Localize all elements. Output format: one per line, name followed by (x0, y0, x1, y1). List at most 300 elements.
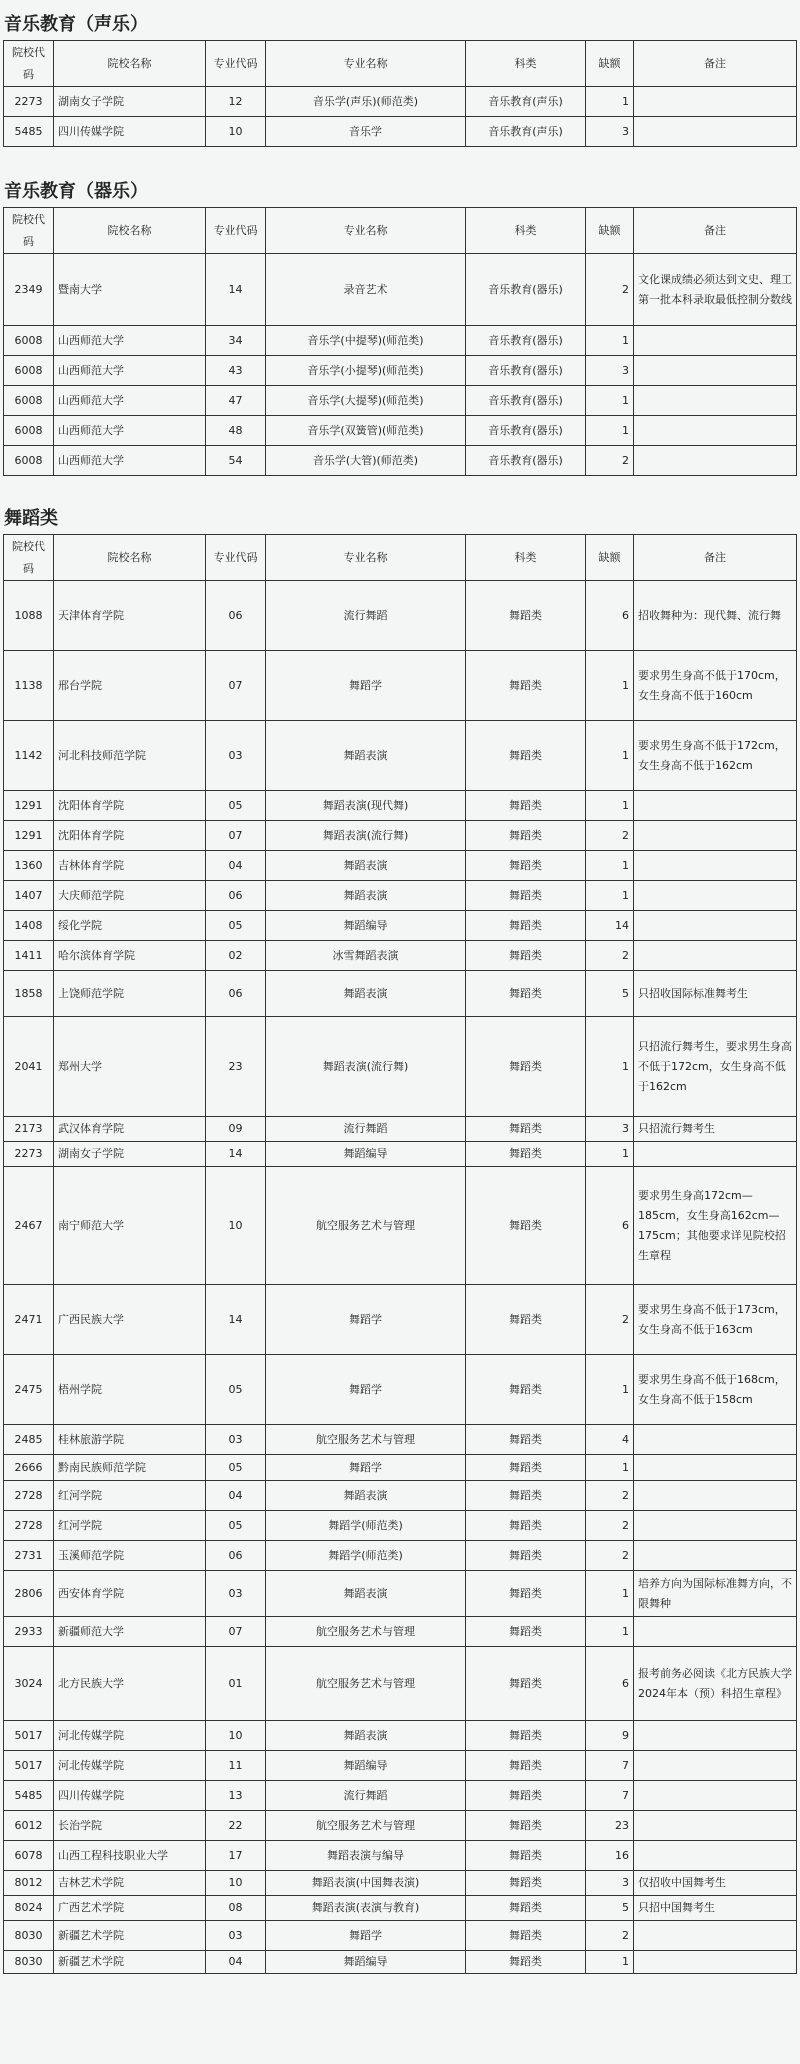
table-cell: 舞蹈学 (266, 1355, 466, 1425)
table-cell: 1 (586, 1951, 634, 1974)
table-row (4, 1571, 797, 1617)
table-cell: 34 (206, 326, 266, 356)
table-cell (634, 791, 797, 821)
table-cell: 6008 (4, 326, 54, 356)
table-cell (634, 851, 797, 881)
table-cell: 06 (206, 1541, 266, 1571)
table-cell: 07 (206, 1617, 266, 1647)
table-row (4, 821, 797, 851)
table-cell: 郑州大学 (54, 1017, 206, 1117)
table-row (4, 721, 797, 791)
table-cell: 05 (206, 791, 266, 821)
table-row (4, 851, 797, 881)
table-cell: 2475 (4, 1355, 54, 1425)
table-cell: 舞蹈类 (466, 1285, 586, 1355)
table-cell: 3 (586, 117, 634, 147)
table-cell: 航空服务艺术与管理 (266, 1167, 466, 1285)
table-cell: 舞蹈类 (466, 1017, 586, 1117)
table-cell: 5485 (4, 1781, 54, 1811)
table-cell: 要求男生身高不低于168cm，女生身高不低于158cm (634, 1355, 797, 1425)
table-cell: 舞蹈表演(流行舞) (266, 1017, 466, 1117)
table-cell: 54 (206, 446, 266, 476)
table-cell: 1360 (4, 851, 54, 881)
table-cell: 2273 (4, 1142, 54, 1167)
column-header: 科类 (466, 41, 586, 87)
table-cell: 舞蹈表演 (266, 851, 466, 881)
table-cell: 03 (206, 1571, 266, 1617)
table-cell: 山西师范大学 (54, 416, 206, 446)
table-cell: 舞蹈类 (466, 911, 586, 941)
table-cell: 5 (586, 1896, 634, 1921)
table-row (4, 446, 797, 476)
table-cell: 2471 (4, 1285, 54, 1355)
section-2 (0, 177, 800, 476)
table-row (4, 581, 797, 651)
table-cell: 梧州学院 (54, 1355, 206, 1425)
table-cell: 黔南民族师范学院 (54, 1455, 206, 1481)
table-cell: 音乐学(小提琴)(师范类) (266, 356, 466, 386)
table-cell: 2806 (4, 1571, 54, 1617)
table-cell: 音乐教育(器乐) (466, 446, 586, 476)
table-cell: 2 (586, 446, 634, 476)
table-cell: 冰雪舞蹈表演 (266, 941, 466, 971)
table-cell (634, 1455, 797, 1481)
table-cell: 长治学院 (54, 1811, 206, 1841)
table-cell: 新疆艺术学院 (54, 1951, 206, 1974)
table-cell: 音乐教育(器乐) (466, 254, 586, 326)
table-cell (634, 1951, 797, 1974)
table-cell: 舞蹈类 (466, 1921, 586, 1951)
admission-table (3, 40, 797, 147)
table-cell (634, 821, 797, 851)
table-cell: 12 (206, 87, 266, 117)
table-cell: 6 (586, 1167, 634, 1285)
table-cell: 仅招收中国舞考生 (634, 1871, 797, 1896)
table-row (4, 1896, 797, 1921)
table-cell: 48 (206, 416, 266, 446)
table-cell: 2 (586, 941, 634, 971)
table-cell: 1408 (4, 911, 54, 941)
table-cell (634, 87, 797, 117)
column-header: 专业名称 (266, 535, 466, 581)
table-cell: 河北传媒学院 (54, 1751, 206, 1781)
table-cell (634, 1841, 797, 1871)
table-cell: 07 (206, 651, 266, 721)
table-cell: 2041 (4, 1017, 54, 1117)
table-cell: 要求男生身高不低于170cm，女生身高不低于160cm (634, 651, 797, 721)
table-cell (634, 326, 797, 356)
table-row (4, 1647, 797, 1721)
table-row (4, 1721, 797, 1751)
table-row (4, 1355, 797, 1425)
table-row (4, 117, 797, 147)
column-header: 院校代码 (4, 535, 54, 581)
table-cell: 6 (586, 1647, 634, 1721)
table-cell: 1 (586, 386, 634, 416)
table-cell: 山西师范大学 (54, 386, 206, 416)
table-cell: 舞蹈类 (466, 1481, 586, 1511)
table-cell: 报考前务必阅读《北方民族大学2024年本（预）科招生章程》 (634, 1647, 797, 1721)
column-header: 专业代码 (206, 208, 266, 254)
table-cell (634, 941, 797, 971)
table-cell: 舞蹈类 (466, 1425, 586, 1455)
table-cell: 5485 (4, 117, 54, 147)
table-cell: 舞蹈编导 (266, 1751, 466, 1781)
table-cell: 文化课成绩必须达到文史、理工第一批本科录取最低控制分数线 (634, 254, 797, 326)
table-cell: 舞蹈类 (466, 1617, 586, 1647)
column-header: 备注 (634, 535, 797, 581)
column-header: 院校代码 (4, 41, 54, 87)
table-cell: 8024 (4, 1896, 54, 1921)
table-cell: 航空服务艺术与管理 (266, 1811, 466, 1841)
table-cell: 01 (206, 1647, 266, 1721)
table-cell: 吉林体育学院 (54, 851, 206, 881)
table-cell: 航空服务艺术与管理 (266, 1647, 466, 1721)
column-header: 专业代码 (206, 41, 266, 87)
table-cell: 大庆师范学院 (54, 881, 206, 911)
section-title: 音乐教育（声乐） (4, 14, 148, 35)
table-cell: 16 (586, 1841, 634, 1871)
table-cell: 邢台学院 (54, 651, 206, 721)
table-cell: 1 (586, 326, 634, 356)
table-cell: 只招流行舞考生 (634, 1117, 797, 1142)
table-cell: 音乐学(大管)(师范类) (266, 446, 466, 476)
table-cell: 音乐教育(器乐) (466, 356, 586, 386)
column-header: 缺额 (586, 208, 634, 254)
table-cell: 1138 (4, 651, 54, 721)
table-cell: 桂林旅游学院 (54, 1425, 206, 1455)
table-row (4, 651, 797, 721)
table-cell: 舞蹈表演 (266, 721, 466, 791)
table-cell: 2728 (4, 1481, 54, 1511)
table-row (4, 254, 797, 326)
table-cell: 23 (586, 1811, 634, 1841)
table-cell: 6 (586, 581, 634, 651)
table-cell: 2349 (4, 254, 54, 326)
table-cell: 音乐学(中提琴)(师范类) (266, 326, 466, 356)
table-cell: 舞蹈类 (466, 1871, 586, 1896)
table-cell: 航空服务艺术与管理 (266, 1617, 466, 1647)
table-cell: 舞蹈类 (466, 581, 586, 651)
table-cell: 四川传媒学院 (54, 117, 206, 147)
table-cell: 流行舞蹈 (266, 1117, 466, 1142)
column-header: 院校名称 (54, 41, 206, 87)
table-cell: 绥化学院 (54, 911, 206, 941)
table-cell: 舞蹈类 (466, 1571, 586, 1617)
table-cell: 06 (206, 881, 266, 911)
table-row (4, 1481, 797, 1511)
table-cell: 2731 (4, 1541, 54, 1571)
table-row (4, 1285, 797, 1355)
table-cell: 舞蹈表演 (266, 971, 466, 1017)
table-cell: 舞蹈类 (466, 1896, 586, 1921)
table-cell: 湖南女子学院 (54, 1142, 206, 1167)
table-cell: 音乐教育(器乐) (466, 416, 586, 446)
table-cell: 舞蹈学 (266, 1921, 466, 1951)
table-cell: 舞蹈表演(中国舞表演) (266, 1871, 466, 1896)
table-cell (634, 356, 797, 386)
table-row (4, 1841, 797, 1871)
table-cell: 音乐教育(器乐) (466, 386, 586, 416)
table-cell: 10 (206, 1167, 266, 1285)
table-cell: 舞蹈编导 (266, 911, 466, 941)
table-row (4, 1871, 797, 1896)
table-cell: 1142 (4, 721, 54, 791)
table-cell (634, 386, 797, 416)
table-cell: 广西艺术学院 (54, 1896, 206, 1921)
table-cell: 9 (586, 1721, 634, 1751)
table-cell: 南宁师范大学 (54, 1167, 206, 1285)
table-cell: 1 (586, 721, 634, 791)
table-cell (634, 416, 797, 446)
table-row (4, 881, 797, 911)
table-row (4, 1455, 797, 1481)
table-cell: 舞蹈类 (466, 1951, 586, 1974)
table-cell: 2 (586, 254, 634, 326)
table-cell: 6008 (4, 386, 54, 416)
table-cell: 43 (206, 356, 266, 386)
table-cell: 6012 (4, 1811, 54, 1841)
table-cell: 山西师范大学 (54, 326, 206, 356)
table-cell: 05 (206, 1511, 266, 1541)
table-cell: 舞蹈类 (466, 1721, 586, 1751)
table-cell: 音乐学(大提琴)(师范类) (266, 386, 466, 416)
table-cell: 04 (206, 1481, 266, 1511)
table-cell: 2933 (4, 1617, 54, 1647)
table-cell: 17 (206, 1841, 266, 1871)
table-cell: 3024 (4, 1647, 54, 1721)
table-cell: 舞蹈类 (466, 1117, 586, 1142)
table-cell: 舞蹈表演 (266, 1721, 466, 1751)
table-cell: 舞蹈类 (466, 1781, 586, 1811)
table-cell: 14 (586, 911, 634, 941)
column-header: 专业名称 (266, 208, 466, 254)
table-cell: 02 (206, 941, 266, 971)
table-cell: 1291 (4, 791, 54, 821)
table-cell: 沈阳体育学院 (54, 791, 206, 821)
section-3 (0, 504, 800, 1974)
table-cell: 航空服务艺术与管理 (266, 1425, 466, 1455)
table-cell: 6008 (4, 446, 54, 476)
admission-table (3, 534, 797, 1974)
column-header: 院校代码 (4, 208, 54, 254)
table-cell: 2173 (4, 1117, 54, 1142)
table-cell: 山西师范大学 (54, 356, 206, 386)
table-row (4, 791, 797, 821)
table-cell: 6008 (4, 416, 54, 446)
table-cell: 舞蹈类 (466, 1647, 586, 1721)
table-cell (634, 1541, 797, 1571)
table-cell: 音乐学(声乐)(师范类) (266, 87, 466, 117)
table-cell: 1088 (4, 581, 54, 651)
table-cell: 音乐教育(声乐) (466, 87, 586, 117)
table-cell: 舞蹈编导 (266, 1142, 466, 1167)
table-cell: 舞蹈表演 (266, 881, 466, 911)
table-cell: 05 (206, 911, 266, 941)
table-cell: 5017 (4, 1721, 54, 1751)
table-cell: 舞蹈类 (466, 1511, 586, 1541)
table-row (4, 1511, 797, 1541)
table-cell: 河北传媒学院 (54, 1721, 206, 1751)
table-cell: 07 (206, 821, 266, 851)
table-cell: 04 (206, 851, 266, 881)
table-row (4, 1541, 797, 1571)
table-cell: 舞蹈类 (466, 1455, 586, 1481)
table-cell: 7 (586, 1781, 634, 1811)
table-cell: 47 (206, 386, 266, 416)
table-cell: 音乐学 (266, 117, 466, 147)
table-cell: 流行舞蹈 (266, 581, 466, 651)
table-cell: 1291 (4, 821, 54, 851)
table-row (4, 971, 797, 1017)
section-title: 音乐教育（器乐） (4, 181, 148, 202)
table-cell: 03 (206, 1425, 266, 1455)
table-row (4, 326, 797, 356)
table-cell: 1 (586, 851, 634, 881)
table-cell: 红河学院 (54, 1511, 206, 1541)
table-cell: 14 (206, 1142, 266, 1167)
table-cell: 舞蹈类 (466, 971, 586, 1017)
table-row (4, 1781, 797, 1811)
table-cell: 舞蹈表演与编导 (266, 1841, 466, 1871)
table-row (4, 386, 797, 416)
table-cell: 08 (206, 1896, 266, 1921)
admission-table (3, 207, 797, 476)
table-cell: 音乐教育(器乐) (466, 326, 586, 356)
table-cell: 只招中国舞考生 (634, 1896, 797, 1921)
table-cell: 招收舞种为：现代舞、流行舞 (634, 581, 797, 651)
table-cell: 舞蹈类 (466, 651, 586, 721)
table-cell: 舞蹈学(师范类) (266, 1541, 466, 1571)
table-cell (634, 1481, 797, 1511)
table-cell: 3 (586, 1871, 634, 1896)
table-cell: 6078 (4, 1841, 54, 1871)
table-cell: 2485 (4, 1425, 54, 1455)
table-cell: 舞蹈学 (266, 1455, 466, 1481)
table-cell: 舞蹈类 (466, 721, 586, 791)
table-cell: 舞蹈编导 (266, 1951, 466, 1974)
table-cell: 舞蹈学 (266, 1285, 466, 1355)
table-row (4, 1811, 797, 1841)
table-row (4, 1921, 797, 1951)
table-cell: 舞蹈表演(表演与教育) (266, 1896, 466, 1921)
table-cell: 1 (586, 1142, 634, 1167)
column-header: 科类 (466, 535, 586, 581)
table-cell: 舞蹈类 (466, 1167, 586, 1285)
table-cell: 5 (586, 971, 634, 1017)
table-cell: 10 (206, 1871, 266, 1896)
table-cell: 舞蹈学(师范类) (266, 1511, 466, 1541)
table-cell (634, 881, 797, 911)
table-cell: 1 (586, 1617, 634, 1647)
table-cell (634, 1425, 797, 1455)
column-header: 缺额 (586, 535, 634, 581)
table-row (4, 1425, 797, 1455)
table-cell (634, 1511, 797, 1541)
table-cell: 暨南大学 (54, 254, 206, 326)
table-cell: 红河学院 (54, 1481, 206, 1511)
table-cell: 14 (206, 254, 266, 326)
table-cell: 舞蹈学 (266, 651, 466, 721)
table-cell: 1858 (4, 971, 54, 1017)
table-cell: 1407 (4, 881, 54, 911)
table-cell: 8030 (4, 1951, 54, 1974)
table-cell: 上饶师范学院 (54, 971, 206, 1017)
table-cell: 1 (586, 416, 634, 446)
column-header: 备注 (634, 208, 797, 254)
table-cell: 北方民族大学 (54, 1647, 206, 1721)
table-cell (634, 1781, 797, 1811)
table-cell: 舞蹈类 (466, 1751, 586, 1781)
table-cell: 1 (586, 1355, 634, 1425)
table-cell: 06 (206, 581, 266, 651)
table-cell: 湖南女子学院 (54, 87, 206, 117)
table-cell: 2 (586, 821, 634, 851)
table-cell: 天津体育学院 (54, 581, 206, 651)
table-cell: 23 (206, 1017, 266, 1117)
table-cell (634, 1811, 797, 1841)
table-cell: 1 (586, 1571, 634, 1617)
table-cell: 舞蹈类 (466, 1142, 586, 1167)
table-cell: 舞蹈表演 (266, 1571, 466, 1617)
table-cell (634, 446, 797, 476)
table-cell: 舞蹈表演(现代舞) (266, 791, 466, 821)
table-cell: 山西师范大学 (54, 446, 206, 476)
table-cell: 05 (206, 1355, 266, 1425)
column-header: 备注 (634, 41, 797, 87)
table-cell: 3 (586, 1117, 634, 1142)
table-row (4, 1167, 797, 1285)
table-cell: 吉林艺术学院 (54, 1871, 206, 1896)
table-row (4, 1617, 797, 1647)
table-row (4, 911, 797, 941)
table-cell: 22 (206, 1811, 266, 1841)
column-header: 专业名称 (266, 41, 466, 87)
table-cell: 10 (206, 117, 266, 147)
table-cell: 舞蹈类 (466, 791, 586, 821)
table-row (4, 1751, 797, 1781)
table-cell: 哈尔滨体育学院 (54, 941, 206, 971)
table-cell: 4 (586, 1425, 634, 1455)
table-cell: 1 (586, 881, 634, 911)
table-cell: 玉溪师范学院 (54, 1541, 206, 1571)
table-cell: 8012 (4, 1871, 54, 1896)
table-cell: 2666 (4, 1455, 54, 1481)
table-cell: 2467 (4, 1167, 54, 1285)
table-cell: 武汉体育学院 (54, 1117, 206, 1142)
table-cell: 山西工程科技职业大学 (54, 1841, 206, 1871)
table-cell: 2 (586, 1481, 634, 1511)
table-cell (634, 1142, 797, 1167)
table-cell: 新疆艺术学院 (54, 1921, 206, 1951)
table-row (4, 87, 797, 117)
table-cell: 05 (206, 1455, 266, 1481)
table-cell: 09 (206, 1117, 266, 1142)
table-cell: 2728 (4, 1511, 54, 1541)
table-cell: 1 (586, 791, 634, 821)
table-cell: 13 (206, 1781, 266, 1811)
table-cell: 流行舞蹈 (266, 1781, 466, 1811)
table-cell: 舞蹈类 (466, 941, 586, 971)
section-1 (0, 10, 800, 147)
table-cell: 要求男生身高不低于173cm，女生身高不低于163cm (634, 1285, 797, 1355)
table-cell: 2 (586, 1541, 634, 1571)
table-row (4, 1017, 797, 1117)
table-cell: 1411 (4, 941, 54, 971)
table-cell: 四川传媒学院 (54, 1781, 206, 1811)
table-cell: 音乐学(双簧管)(师范类) (266, 416, 466, 446)
table-cell (634, 1617, 797, 1647)
